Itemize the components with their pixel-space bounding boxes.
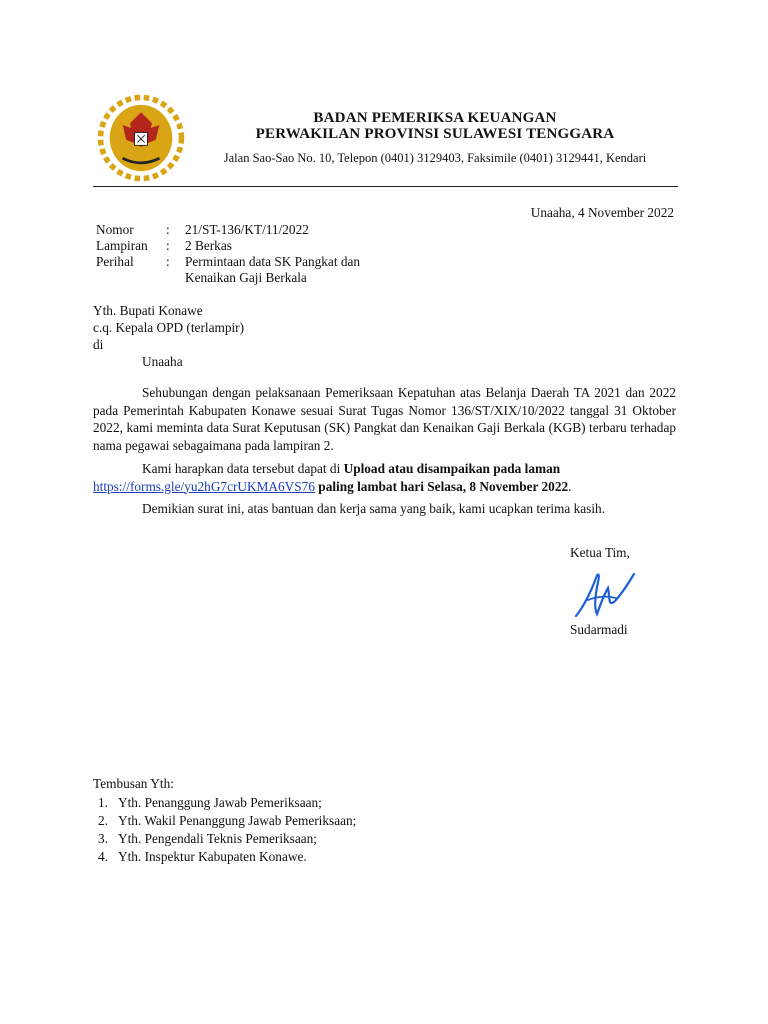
cc-item-text: Yth. Penanggung Jawab Pemeriksaan; xyxy=(118,795,322,810)
letterhead-divider xyxy=(93,186,678,187)
cc-item-text: Yth. Inspektur Kabupaten Konawe. xyxy=(118,849,307,864)
signature-icon xyxy=(570,566,640,624)
meta-value: 21/ST-136/KT/11/2022 xyxy=(185,222,309,237)
bpk-logo-icon xyxy=(95,92,187,184)
meta-value: Kenaikan Gaji Berkala xyxy=(185,270,307,285)
cc-item-number: 3. xyxy=(98,831,108,846)
body-paragraph-2 xyxy=(93,460,676,495)
meta-key: Lampiran xyxy=(96,238,148,253)
organization-branch: PERWAKILAN PROVINSI SULAWESI TENGGARA xyxy=(255,126,615,142)
body-paragraph-1: Sehubungan dengan pelaksanaan Pemeriksaan Kepatuhan atas Belanja Daerah TA 2021 dan 2022 pada Pemerintah Kabupaten Konawe sesuai Surat Tugas Nomor 136/ST/XIX/10/2022 tanggal 31 Oktober 2022, kami meminta data Surat Keputusan (SK) Pangkat dan Kenaikan Gaji Berkala (KGB) terbaru terhadap nama pegawai sebagaimana pada lampiran 2. xyxy=(93,385,676,453)
organization-name: BADAN PEMERIKSA KEUANGAN xyxy=(313,110,557,126)
recipient-line-1: Yth. Bupati Konawe xyxy=(93,303,203,318)
meta-colon: : xyxy=(166,222,170,237)
cc-item-number: 4. xyxy=(98,849,108,864)
signature-closing: Ketua Tim, xyxy=(570,545,630,560)
cc-title: Tembusan Yth: xyxy=(93,776,174,791)
meta-colon: : xyxy=(166,254,170,269)
recipient-line-3: di xyxy=(93,337,104,352)
cc-item-text: Yth. Wakil Penanggung Jawab Pemeriksaan; xyxy=(118,813,357,828)
body-paragraph-3: Demikian surat ini, atas bantuan dan kerja sama yang baik, kami ucapkan terima kasih. xyxy=(142,501,606,516)
signer-name: Sudarmadi xyxy=(570,622,628,637)
form-link[interactable]: https://forms.gle/yu2hG7crUKMA6VS76 xyxy=(93,478,315,494)
meta-key: Nomor xyxy=(96,222,134,237)
meta-value: Permintaan data SK Pangkat dan xyxy=(185,254,361,269)
meta-key: Perihal xyxy=(96,254,134,269)
meta-colon: : xyxy=(166,238,170,253)
recipient-city: Unaaha xyxy=(142,354,183,369)
meta-value: 2 Berkas xyxy=(185,238,232,253)
cc-item-number: 1. xyxy=(98,795,108,810)
letter-date: Unaaha, 4 November 2022 xyxy=(530,205,674,220)
cc-item-text: Yth. Pengendali Teknis Pemeriksaan; xyxy=(118,831,317,846)
recipient-line-2: c.q. Kepala OPD (terlampir) xyxy=(93,320,245,335)
para2-bold-deadline: paling lambat hari Selasa, 8 November 2022 xyxy=(314,478,569,494)
para2-bold-upload: Upload atau disampaikan pada laman xyxy=(343,461,561,476)
organization-address: Jalan Sao-Sao No. 10, Telepon (0401) 3129403, Faksimile (0401) 3129441, Kendari xyxy=(223,151,647,165)
para2-text-end: . xyxy=(568,478,572,494)
cc-item-number: 2. xyxy=(98,813,108,828)
para2-text-start: Kami harapkan data tersebut dapat di xyxy=(142,461,344,476)
